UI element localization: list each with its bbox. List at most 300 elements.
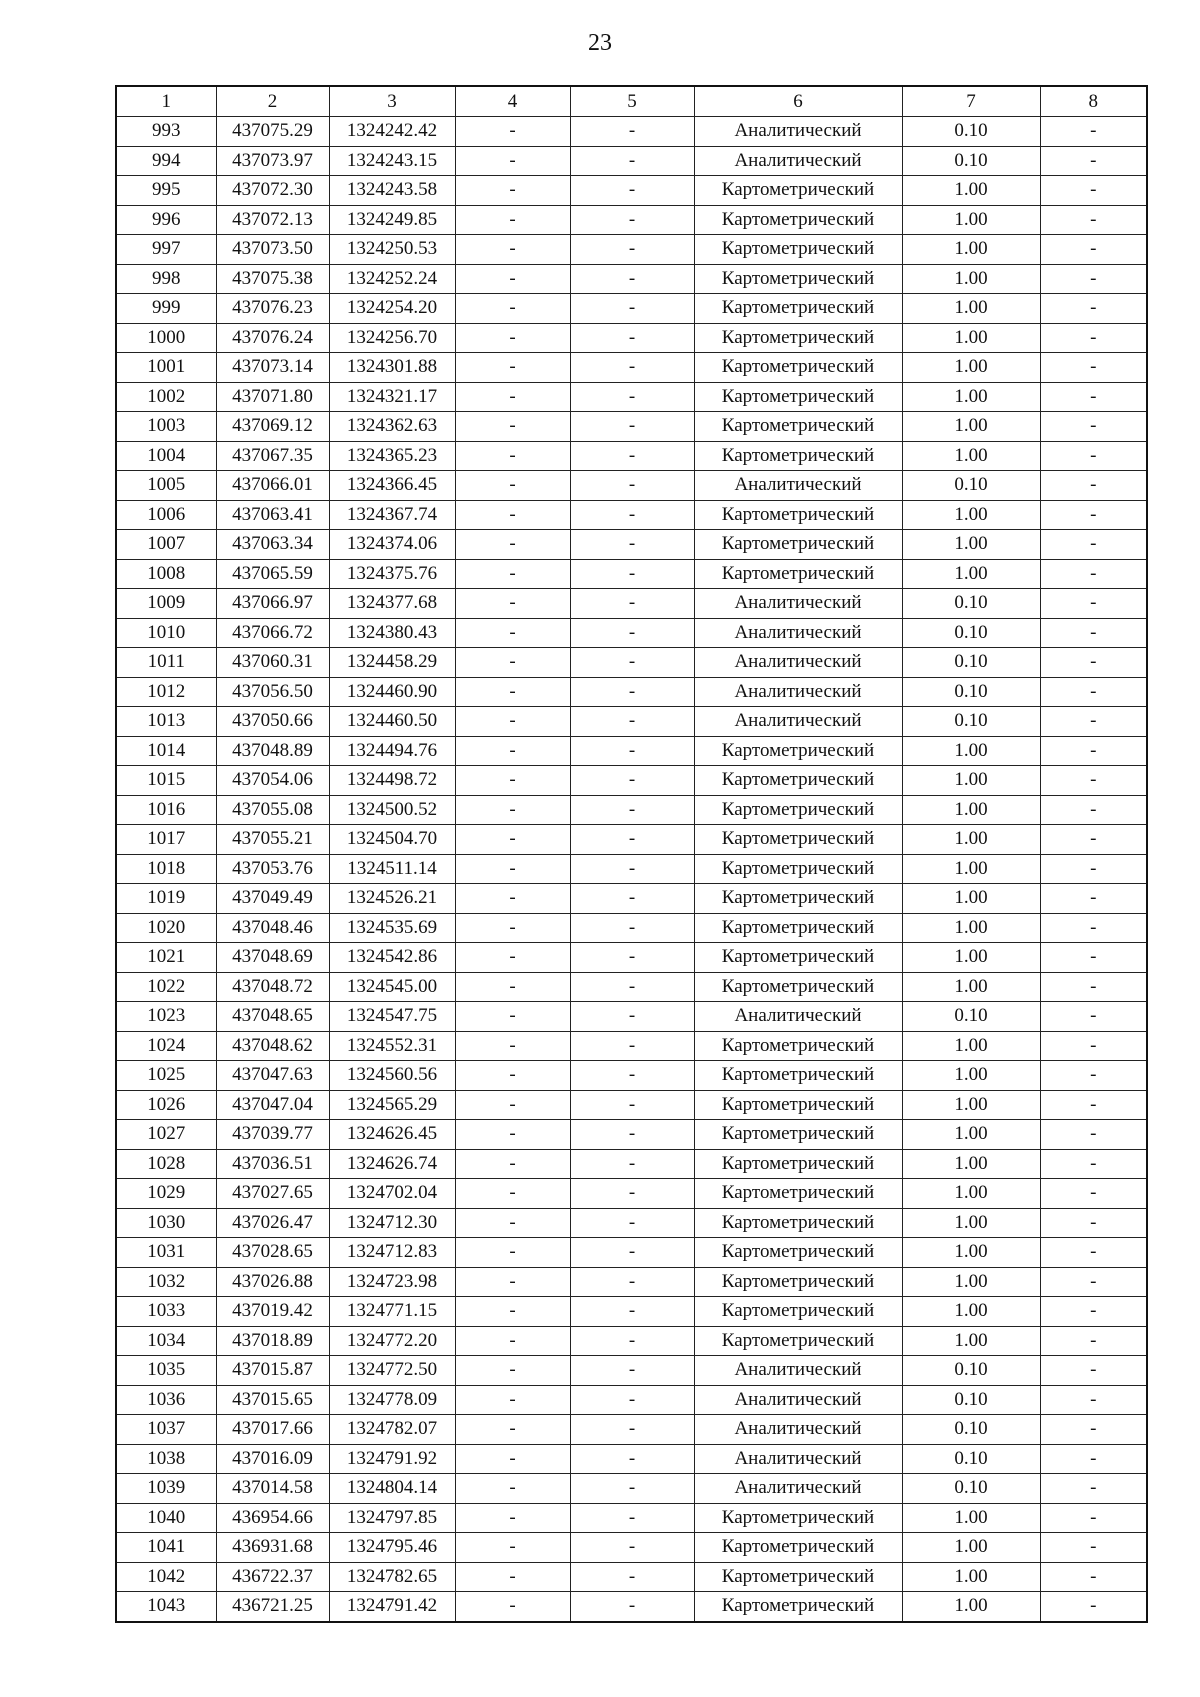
- column-4-cell: -: [455, 1267, 570, 1297]
- x-coordinate-cell: 437066.01: [216, 471, 329, 501]
- x-coordinate-cell: 437056.50: [216, 677, 329, 707]
- column-5-cell: -: [570, 707, 694, 737]
- accuracy-cell: 0.10: [902, 618, 1040, 648]
- column-5-cell: -: [570, 1385, 694, 1415]
- method-cell: Картометрический: [694, 294, 902, 324]
- column-8-cell: -: [1040, 1179, 1147, 1209]
- method-cell: Картометрический: [694, 1592, 902, 1622]
- y-coordinate-cell: 1324494.76: [329, 736, 455, 766]
- y-coordinate-cell: 1324249.85: [329, 205, 455, 235]
- table-row: [116, 943, 1147, 973]
- point-number-cell: 1040: [116, 1503, 216, 1533]
- accuracy-cell: 1.00: [902, 1208, 1040, 1238]
- x-coordinate-cell: 437016.09: [216, 1444, 329, 1474]
- point-number-cell: 999: [116, 294, 216, 324]
- column-5-cell: -: [570, 264, 694, 294]
- point-number-cell: 1012: [116, 677, 216, 707]
- table-row: [116, 1031, 1147, 1061]
- x-coordinate-cell: 437026.47: [216, 1208, 329, 1238]
- column-5-cell: -: [570, 589, 694, 619]
- point-number-cell: 994: [116, 146, 216, 176]
- column-4-cell: -: [455, 264, 570, 294]
- y-coordinate-cell: 1324254.20: [329, 294, 455, 324]
- y-coordinate-cell: 1324252.24: [329, 264, 455, 294]
- y-coordinate-cell: 1324791.42: [329, 1592, 455, 1622]
- table-row: [116, 500, 1147, 530]
- column-5-cell: -: [570, 736, 694, 766]
- accuracy-cell: 1.00: [902, 1562, 1040, 1592]
- column-5-cell: -: [570, 1179, 694, 1209]
- accuracy-cell: 1.00: [902, 1592, 1040, 1622]
- table-row: [116, 1326, 1147, 1356]
- column-8-cell: -: [1040, 1090, 1147, 1120]
- accuracy-cell: 1.00: [902, 913, 1040, 943]
- column-5-cell: -: [570, 441, 694, 471]
- column-5-cell: -: [570, 884, 694, 914]
- accuracy-cell: 1.00: [902, 1267, 1040, 1297]
- column-5-cell: -: [570, 1356, 694, 1386]
- page-number: 23: [588, 30, 612, 56]
- column-5-cell: -: [570, 648, 694, 678]
- method-cell: Аналитический: [694, 471, 902, 501]
- accuracy-cell: 1.00: [902, 1031, 1040, 1061]
- column-8-cell: -: [1040, 677, 1147, 707]
- column-4-cell: -: [455, 913, 570, 943]
- x-coordinate-cell: 437072.30: [216, 176, 329, 206]
- x-coordinate-cell: 437015.87: [216, 1356, 329, 1386]
- table-row: [116, 1208, 1147, 1238]
- point-number-cell: 1013: [116, 707, 216, 737]
- accuracy-cell: 1.00: [902, 264, 1040, 294]
- column-8-cell: -: [1040, 825, 1147, 855]
- table-row: [116, 1238, 1147, 1268]
- method-cell: Картометрический: [694, 1031, 902, 1061]
- table-row: [116, 1474, 1147, 1504]
- column-4-cell: -: [455, 1533, 570, 1563]
- x-coordinate-cell: 437048.62: [216, 1031, 329, 1061]
- x-coordinate-cell: 437048.65: [216, 1002, 329, 1032]
- point-number-cell: 995: [116, 176, 216, 206]
- column-5-cell: -: [570, 1238, 694, 1268]
- method-cell: Аналитический: [694, 589, 902, 619]
- x-coordinate-cell: 437015.65: [216, 1385, 329, 1415]
- x-coordinate-cell: 437054.06: [216, 766, 329, 796]
- column-4-cell: -: [455, 441, 570, 471]
- column-5-cell: -: [570, 825, 694, 855]
- column-4-cell: -: [455, 559, 570, 589]
- method-cell: Картометрический: [694, 736, 902, 766]
- accuracy-cell: 1.00: [902, 795, 1040, 825]
- method-cell: Картометрический: [694, 235, 902, 265]
- column-4-cell: -: [455, 1090, 570, 1120]
- y-coordinate-cell: 1324362.63: [329, 412, 455, 442]
- column-4-cell: -: [455, 589, 570, 619]
- column-5-cell: -: [570, 382, 694, 412]
- point-number-cell: 1021: [116, 943, 216, 973]
- y-coordinate-cell: 1324804.14: [329, 1474, 455, 1504]
- point-number-cell: 1038: [116, 1444, 216, 1474]
- x-coordinate-cell: 437071.80: [216, 382, 329, 412]
- column-5-cell: -: [570, 353, 694, 383]
- table-row: [116, 766, 1147, 796]
- table-row: [116, 264, 1147, 294]
- x-coordinate-cell: 437066.97: [216, 589, 329, 619]
- column-5-cell: -: [570, 500, 694, 530]
- column-8-cell: -: [1040, 1503, 1147, 1533]
- accuracy-cell: 1.00: [902, 176, 1040, 206]
- y-coordinate-cell: 1324500.52: [329, 795, 455, 825]
- point-number-cell: 1016: [116, 795, 216, 825]
- column-4-cell: -: [455, 884, 570, 914]
- accuracy-cell: 0.10: [902, 648, 1040, 678]
- column-5-cell: -: [570, 530, 694, 560]
- point-number-cell: 1008: [116, 559, 216, 589]
- y-coordinate-cell: 1324772.50: [329, 1356, 455, 1386]
- column-5-cell: -: [570, 1326, 694, 1356]
- table-row: [116, 795, 1147, 825]
- y-coordinate-cell: 1324535.69: [329, 913, 455, 943]
- accuracy-cell: 1.00: [902, 559, 1040, 589]
- column-4-cell: -: [455, 1474, 570, 1504]
- column-8-cell: -: [1040, 707, 1147, 737]
- method-cell: Картометрический: [694, 1238, 902, 1268]
- accuracy-cell: 1.00: [902, 884, 1040, 914]
- column-8-cell: -: [1040, 1267, 1147, 1297]
- column-8-cell: -: [1040, 913, 1147, 943]
- point-number-cell: 1030: [116, 1208, 216, 1238]
- column-8-cell: -: [1040, 353, 1147, 383]
- y-coordinate-cell: 1324243.58: [329, 176, 455, 206]
- column-8-cell: -: [1040, 1356, 1147, 1386]
- column-4-cell: -: [455, 205, 570, 235]
- table-row: [116, 1415, 1147, 1445]
- column-4-cell: -: [455, 943, 570, 973]
- x-coordinate-cell: 437066.72: [216, 618, 329, 648]
- column-8-cell: -: [1040, 1592, 1147, 1622]
- x-coordinate-cell: 436722.37: [216, 1562, 329, 1592]
- y-coordinate-cell: 1324504.70: [329, 825, 455, 855]
- point-number-cell: 1001: [116, 353, 216, 383]
- y-coordinate-cell: 1324778.09: [329, 1385, 455, 1415]
- column-4-cell: -: [455, 648, 570, 678]
- column-5-cell: -: [570, 1208, 694, 1238]
- y-coordinate-cell: 1324243.15: [329, 146, 455, 176]
- header-row: [116, 86, 1147, 117]
- column-8-cell: -: [1040, 205, 1147, 235]
- point-number-cell: 1017: [116, 825, 216, 855]
- method-cell: Картометрический: [694, 1533, 902, 1563]
- y-coordinate-cell: 1324552.31: [329, 1031, 455, 1061]
- point-number-cell: 1033: [116, 1297, 216, 1327]
- y-coordinate-cell: 1324712.30: [329, 1208, 455, 1238]
- x-coordinate-cell: 437050.66: [216, 707, 329, 737]
- column-5-cell: -: [570, 913, 694, 943]
- column-4-cell: -: [455, 766, 570, 796]
- table-row: [116, 1592, 1147, 1622]
- y-coordinate-cell: 1324301.88: [329, 353, 455, 383]
- column-4-cell: -: [455, 353, 570, 383]
- y-coordinate-cell: 1324460.50: [329, 707, 455, 737]
- method-cell: Картометрический: [694, 825, 902, 855]
- point-number-cell: 1004: [116, 441, 216, 471]
- table-row: [116, 1179, 1147, 1209]
- column-8-cell: -: [1040, 323, 1147, 353]
- accuracy-cell: 1.00: [902, 854, 1040, 884]
- column-8-cell: -: [1040, 972, 1147, 1002]
- column-8-cell: -: [1040, 294, 1147, 324]
- column-5-cell: -: [570, 1444, 694, 1474]
- column-5-cell: -: [570, 117, 694, 147]
- y-coordinate-cell: 1324460.90: [329, 677, 455, 707]
- x-coordinate-cell: 437036.51: [216, 1149, 329, 1179]
- x-coordinate-cell: 437075.38: [216, 264, 329, 294]
- point-number-cell: 1024: [116, 1031, 216, 1061]
- accuracy-cell: 1.00: [902, 825, 1040, 855]
- column-5-cell: -: [570, 235, 694, 265]
- y-coordinate-cell: 1324375.76: [329, 559, 455, 589]
- column-4-cell: -: [455, 530, 570, 560]
- column-5-cell: -: [570, 294, 694, 324]
- x-coordinate-cell: 436931.68: [216, 1533, 329, 1563]
- point-number-cell: 1005: [116, 471, 216, 501]
- x-coordinate-cell: 437060.31: [216, 648, 329, 678]
- x-coordinate-cell: 437017.66: [216, 1415, 329, 1445]
- column-4-cell: -: [455, 176, 570, 206]
- method-cell: Картометрический: [694, 1061, 902, 1091]
- point-number-cell: 993: [116, 117, 216, 147]
- accuracy-cell: 1.00: [902, 500, 1040, 530]
- x-coordinate-cell: 437048.89: [216, 736, 329, 766]
- method-cell: Аналитический: [694, 117, 902, 147]
- column-8-cell: -: [1040, 559, 1147, 589]
- column-8-cell: -: [1040, 176, 1147, 206]
- y-coordinate-cell: 1324772.20: [329, 1326, 455, 1356]
- table-row: [116, 1503, 1147, 1533]
- column-5-cell: -: [570, 1474, 694, 1504]
- column-5-cell: -: [570, 1031, 694, 1061]
- header-cell: 7: [902, 86, 1040, 117]
- table-row: [116, 648, 1147, 678]
- column-5-cell: -: [570, 1297, 694, 1327]
- accuracy-cell: 0.10: [902, 146, 1040, 176]
- accuracy-cell: 1.00: [902, 1120, 1040, 1150]
- point-number-cell: 1028: [116, 1149, 216, 1179]
- method-cell: Картометрический: [694, 441, 902, 471]
- method-cell: Картометрический: [694, 382, 902, 412]
- point-number-cell: 1029: [116, 1179, 216, 1209]
- method-cell: Аналитический: [694, 1474, 902, 1504]
- method-cell: Картометрический: [694, 943, 902, 973]
- x-coordinate-cell: 437047.04: [216, 1090, 329, 1120]
- column-8-cell: -: [1040, 1562, 1147, 1592]
- table-row: [116, 353, 1147, 383]
- accuracy-cell: 1.00: [902, 1503, 1040, 1533]
- column-8-cell: -: [1040, 1238, 1147, 1268]
- accuracy-cell: 0.10: [902, 707, 1040, 737]
- column-4-cell: -: [455, 1415, 570, 1445]
- y-coordinate-cell: 1324256.70: [329, 323, 455, 353]
- column-5-cell: -: [570, 677, 694, 707]
- column-8-cell: -: [1040, 1002, 1147, 1032]
- method-cell: Картометрический: [694, 500, 902, 530]
- column-4-cell: -: [455, 1031, 570, 1061]
- column-5-cell: -: [570, 972, 694, 1002]
- point-number-cell: 1010: [116, 618, 216, 648]
- column-4-cell: -: [455, 854, 570, 884]
- column-8-cell: -: [1040, 1061, 1147, 1091]
- column-8-cell: -: [1040, 736, 1147, 766]
- header-cell: 8: [1040, 86, 1147, 117]
- table-row: [116, 205, 1147, 235]
- y-coordinate-cell: 1324321.17: [329, 382, 455, 412]
- column-5-cell: -: [570, 1592, 694, 1622]
- x-coordinate-cell: 437073.14: [216, 353, 329, 383]
- table-row: [116, 176, 1147, 206]
- column-4-cell: -: [455, 1297, 570, 1327]
- y-coordinate-cell: 1324782.07: [329, 1415, 455, 1445]
- x-coordinate-cell: 437053.76: [216, 854, 329, 884]
- column-8-cell: -: [1040, 884, 1147, 914]
- column-4-cell: -: [455, 795, 570, 825]
- column-5-cell: -: [570, 412, 694, 442]
- point-number-cell: 1039: [116, 1474, 216, 1504]
- x-coordinate-cell: 437065.59: [216, 559, 329, 589]
- method-cell: Аналитический: [694, 677, 902, 707]
- method-cell: Картометрический: [694, 559, 902, 589]
- point-number-cell: 1023: [116, 1002, 216, 1032]
- accuracy-cell: 0.10: [902, 589, 1040, 619]
- column-8-cell: -: [1040, 1385, 1147, 1415]
- table-row: [116, 323, 1147, 353]
- point-number-cell: 1034: [116, 1326, 216, 1356]
- column-8-cell: -: [1040, 1208, 1147, 1238]
- y-coordinate-cell: 1324626.45: [329, 1120, 455, 1150]
- accuracy-cell: 0.10: [902, 471, 1040, 501]
- column-5-cell: -: [570, 146, 694, 176]
- table-row: [116, 884, 1147, 914]
- method-cell: Картометрический: [694, 205, 902, 235]
- table-row: [116, 146, 1147, 176]
- point-number-cell: 1022: [116, 972, 216, 1002]
- method-cell: Аналитический: [694, 146, 902, 176]
- column-5-cell: -: [570, 559, 694, 589]
- y-coordinate-cell: 1324782.65: [329, 1562, 455, 1592]
- x-coordinate-cell: 437048.69: [216, 943, 329, 973]
- method-cell: Картометрический: [694, 1120, 902, 1150]
- column-8-cell: -: [1040, 117, 1147, 147]
- column-8-cell: -: [1040, 589, 1147, 619]
- y-coordinate-cell: 1324374.06: [329, 530, 455, 560]
- table-row: [116, 117, 1147, 147]
- table-row: [116, 382, 1147, 412]
- accuracy-cell: 1.00: [902, 294, 1040, 324]
- column-5-cell: -: [570, 1267, 694, 1297]
- table-row: [116, 677, 1147, 707]
- column-5-cell: -: [570, 618, 694, 648]
- table-row: [116, 1061, 1147, 1091]
- table-row: [116, 854, 1147, 884]
- table-row: [116, 1562, 1147, 1592]
- table-row: [116, 1533, 1147, 1563]
- accuracy-cell: 1.00: [902, 1090, 1040, 1120]
- y-coordinate-cell: 1324791.92: [329, 1444, 455, 1474]
- method-cell: Картометрический: [694, 323, 902, 353]
- column-4-cell: -: [455, 1002, 570, 1032]
- accuracy-cell: 1.00: [902, 736, 1040, 766]
- x-coordinate-cell: 437063.34: [216, 530, 329, 560]
- column-8-cell: -: [1040, 235, 1147, 265]
- column-8-cell: -: [1040, 382, 1147, 412]
- method-cell: Аналитический: [694, 1002, 902, 1032]
- y-coordinate-cell: 1324250.53: [329, 235, 455, 265]
- column-5-cell: -: [570, 1562, 694, 1592]
- point-number-cell: 1007: [116, 530, 216, 560]
- method-cell: Картометрический: [694, 176, 902, 206]
- x-coordinate-cell: 436954.66: [216, 1503, 329, 1533]
- table-row: [116, 1149, 1147, 1179]
- column-4-cell: -: [455, 825, 570, 855]
- column-5-cell: -: [570, 471, 694, 501]
- column-8-cell: -: [1040, 795, 1147, 825]
- y-coordinate-cell: 1324723.98: [329, 1267, 455, 1297]
- accuracy-cell: 0.10: [902, 1385, 1040, 1415]
- accuracy-cell: 1.00: [902, 235, 1040, 265]
- column-8-cell: -: [1040, 1149, 1147, 1179]
- x-coordinate-cell: 437073.50: [216, 235, 329, 265]
- method-cell: Картометрический: [694, 1090, 902, 1120]
- accuracy-cell: 0.10: [902, 117, 1040, 147]
- point-number-cell: 996: [116, 205, 216, 235]
- x-coordinate-cell: 437049.49: [216, 884, 329, 914]
- column-8-cell: -: [1040, 1533, 1147, 1563]
- table-row: [116, 530, 1147, 560]
- y-coordinate-cell: 1324365.23: [329, 441, 455, 471]
- point-number-cell: 1003: [116, 412, 216, 442]
- method-cell: Картометрический: [694, 412, 902, 442]
- method-cell: Картометрический: [694, 1149, 902, 1179]
- column-4-cell: -: [455, 382, 570, 412]
- table-row: [116, 1267, 1147, 1297]
- column-8-cell: -: [1040, 146, 1147, 176]
- accuracy-cell: 1.00: [902, 1179, 1040, 1209]
- column-5-cell: -: [570, 205, 694, 235]
- accuracy-cell: 1.00: [902, 1326, 1040, 1356]
- method-cell: Картометрический: [694, 884, 902, 914]
- column-4-cell: -: [455, 117, 570, 147]
- point-number-cell: 997: [116, 235, 216, 265]
- x-coordinate-cell: 437039.77: [216, 1120, 329, 1150]
- point-number-cell: 1006: [116, 500, 216, 530]
- accuracy-cell: 0.10: [902, 1415, 1040, 1445]
- table-row: [116, 294, 1147, 324]
- table-row: [116, 1385, 1147, 1415]
- column-4-cell: -: [455, 707, 570, 737]
- column-8-cell: -: [1040, 648, 1147, 678]
- coordinates-table: [115, 85, 1148, 1623]
- x-coordinate-cell: 437048.46: [216, 913, 329, 943]
- column-4-cell: -: [455, 972, 570, 1002]
- table-row: [116, 618, 1147, 648]
- y-coordinate-cell: 1324498.72: [329, 766, 455, 796]
- point-number-cell: 1000: [116, 323, 216, 353]
- column-4-cell: -: [455, 1061, 570, 1091]
- table-row: [116, 736, 1147, 766]
- column-5-cell: -: [570, 766, 694, 796]
- accuracy-cell: 1.00: [902, 1533, 1040, 1563]
- accuracy-cell: 1.00: [902, 353, 1040, 383]
- column-4-cell: -: [455, 1356, 570, 1386]
- column-8-cell: -: [1040, 441, 1147, 471]
